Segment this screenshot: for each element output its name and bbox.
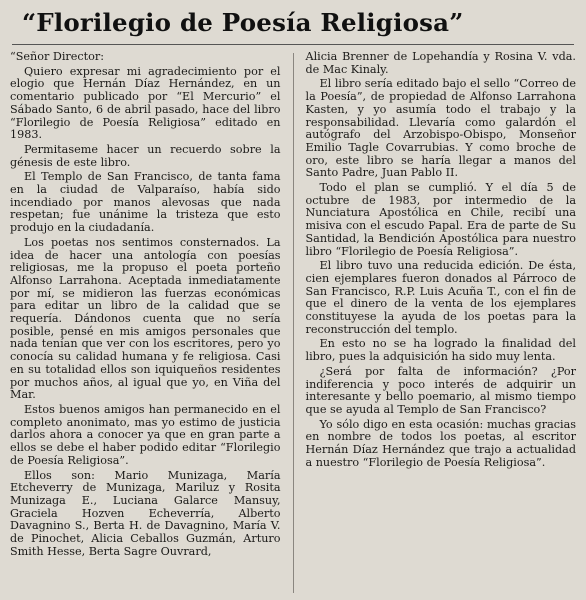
paragraph: El libro sería editado bajo el sello “Correo de la Poesía”, de propiedad de Alfonso Larrahona Kasten, y yo asumía todo el trabajo y la responsabilidad. Llevaría como galardón el autógrafo del Arzobispo-Obispo, Monseñor Emilio Tagle Covarrubias. Y como broche de oro, este libro se haría llegar a manos del Santo Padre, Juan Pablo II. bbox=[305, 77, 576, 180]
article-body bbox=[10, 51, 576, 599]
title-rule bbox=[12, 44, 574, 45]
paragraph: Yo sólo digo en esta ocasión: muchas gracias en nombre de todos los poetas, al escritor Hernán Díaz Hernández que trajo a actualidad a nuestro “Florilegio de Poesía Religiosa”. bbox=[305, 417, 576, 469]
paragraph: Todo el plan se cumplió. Y el día 5 de octubre de 1983, por intermedio de la Nunciatura Apostólica en Chile, recibí una misiva con el escudo Papal. Era de parte de Su Santidad, la Bendición Apostólica para nuestro libro “Florilegio de Poesía Religiosa”. bbox=[305, 181, 576, 258]
column-divider bbox=[293, 53, 294, 593]
article-title: “Florilegio de Poesía Religiosa” bbox=[22, 8, 464, 37]
paragraph: Los poetas nos sentimos consternados. La idea de hacer una antología con poesías religiosas, me la propuso el poeta porteño Alfonso Larrahona. Aceptada inmediatamente por mí, se midieron las fuerzas económicas para editar un libro de la calidad que se requería. Dándonos cuenta que no sería posible, pensé en mis amigos personales que nada tenían que ver con los escritores, pero yo conocía su calidad humana y fe religiosa. Casi en su totalidad ellos son iquiqueños residentes por muchos años, al igual que yo, en Viña del Mar. bbox=[10, 235, 281, 402]
paragraph: El libro tuvo una reducida edición. De ésta, cien ejemplares fueron donados al Párroco de San Francisco, R.P. Luis Acuña T., con el fin de que el dinero de la venta de los ejemplares constituyese la ayuda de los poetas para la reconstrucción del templo. bbox=[305, 259, 576, 336]
left-column bbox=[10, 51, 281, 599]
paragraph: ¿Será por falta de información? ¿Por indiferencia y poco interés de adquirir un interesante y bello poemario, al mismo tiempo que se ayuda al Templo de San Francisco? bbox=[305, 364, 576, 416]
paragraph: En esto no se ha logrado la finalidad del libro, pues la adquisición ha sido muy lenta. bbox=[305, 337, 576, 364]
paragraph: Ellos son: Mario Munizaga, María Etcheverry de Munizaga, Mariluz y Rosita Munizaga E., Luciana Galarce Mansuy, Graciela Hozven Echeverría, Alberto Davagnino S., Berta H. de Davagnino, María V. de Pinochet, Alicia Ceballos Guzmán, Arturo Smith Hesse, Berta Sagre Ouvrard, bbox=[10, 468, 281, 558]
paragraph: Estos buenos amigos han permanecido en el completo anonimato, mas yo estimo de justicia darlos ahora a conocer ya que en gran parte a ellos se debe el haber podido editar “Florilegio de Poesía Religiosa”. bbox=[10, 402, 281, 467]
paragraph: “Señor Director: bbox=[10, 51, 104, 63]
paragraph: El Templo de San Francisco, de tanta fama en la ciudad de Valparaíso, había sido incendiado por manos alevosas que nada respetan; fue unánime la tristeza que esto produjo en la ciudadanía. bbox=[10, 170, 281, 235]
right-column bbox=[306, 51, 577, 599]
paragraph: Alicia Brenner de Lopehandía y Rosina V. vda. de Mac Kinaly. bbox=[305, 51, 576, 76]
paragraph: Quiero expresar mi agradecimiento por el elogio que Hernán Díaz Hernández, en un comentario publicado por “El Mercurio” el Sábado Santo, 6 de abril pasado, hace del libro “Florilegio de Poesía Religiosa” editado en 1983. bbox=[10, 64, 281, 142]
paragraph: Permitaseme hacer un recuerdo sobre la génesis de este libro. bbox=[10, 142, 281, 169]
